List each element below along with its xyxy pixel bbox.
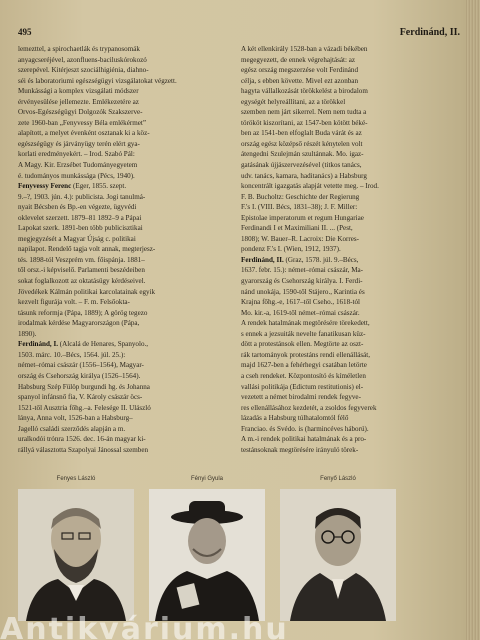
text-line: gatásának újjászervezésével (titkos tanács, [241,161,362,170]
left-text-column [18,44,231,455]
photo-fenyo [280,476,396,622]
text-line: F.'s I. (VIII. Bécs, 1831–38); J. F. Miller: [241,203,358,212]
text-line: zete 1960-ban „Fenyvessy Béla emlékérmet” [18,118,147,127]
running-head: Ferdinánd, II. [399,27,460,38]
text-line: oklevelet szerzett. 1879–81 1892–9 a Pápai [18,213,142,222]
text-line: 1808); W. Bauer–R. Lacroix: Die Korres- [241,234,360,243]
portrait-man-glasses-icon [280,489,396,621]
text-line: lánya, Anna volt, 1526-ban a Habsburg– [18,414,133,423]
text-line: 1521-től Ausztria főhg.–a. Felesége II. Ulászló [18,403,151,412]
photo-fenyi [149,476,265,622]
text-line: Fenyvessy Ferenc (Eger, 1855. szept. [18,182,127,191]
text-line: szerepével. Kitérjeszt szociálhigiénia, diahno- [18,66,149,75]
text-line: ország egész középső részét kénytelen volt [241,139,363,148]
text-line: ország és Csehország királya (1526–1564). [18,371,141,380]
watermark-text: Antikvárium.hu [0,612,289,640]
text-line: Jövedékek Kálmán politikai karcolatainak egyik [18,287,156,296]
entry-headword: Fenyvessy Ferenc [18,182,72,191]
text-line: pondenz F.'s I. (Wien, 1912, 1937). [241,245,341,254]
text-line: Ferdinandi I et Maximiliani II. ... (Pest, [241,224,353,233]
portrait-priest-icon [149,489,265,621]
text-line: gyarország és Csehország királya. I. Ferdi- [241,277,363,286]
text-line: től orsz.-i képviselő. Parlamenti beszédeiben [18,266,145,275]
text-line: 1890). [18,329,37,338]
text-line: egységét helyreállítani, az a törökkel [241,97,346,106]
text-line: lemezttel, a spirochaetlák és trypanosomák [18,45,140,53]
text-line: séi és laboratoriumi egészségügyi vizsgálatokat végzett. [18,76,177,85]
entry-headword: Ferdinánd, II. [241,255,284,264]
text-line: rállyá választotta Szapolyai Jánossal szemben [18,445,149,454]
right-text-column [241,44,460,455]
text-line: megjegyzését a Magyar Újság c. politikai [18,234,136,243]
portrait-elderly-man-icon [18,489,134,621]
photo-fenyes [18,476,134,622]
text-line: Ferdinánd, I. (Alcalá de Henares, Spanyolo., [18,340,149,349]
text-line: irodalmak kérdése Magyarországon (Pápa, [18,319,140,328]
text-line: Ferdinánd, II. (Graz, 1578. júl. 9.–Bécs, [241,255,359,264]
text-line: lázadás a Habsburg túlhatalomtól félő [241,414,349,423]
text-line: Epistolae imperatorum et regum Hungariae [241,213,364,222]
text-line: alapított, a melyet évenként osztanak ki a köz- [18,129,150,138]
text-line: vallási politikája (Edictum restitutionis) el- [241,382,364,391]
page-header [18,27,460,43]
text-line: átengedni Szulejmán szultánnak. Mo. igaz- [241,150,364,159]
text-line: megegyezett, de ennek végrehajtását: az [241,55,356,64]
text-line: egész ország megszerzése volt Ferdinánd [241,66,358,75]
text-line: Munkássági a komplex vizsgálati módszer [18,87,139,96]
text-line: testánsoknak megtörésére irányuló törek- [241,445,359,454]
text-line: udv. tanács, kamara, haditanács) a Habsburg [241,171,367,180]
text-line: kezvelt figurája volt. – F. m. Felsőokta- [18,298,130,307]
text-line: törököt kiszorítani, az 1547-ben kötött béké- [241,118,368,127]
text-line: A rendek hatalmának megtörésére törekedett, [241,319,370,328]
text-line: ben az 1541-ben elfoglalt Buda várát és az [241,129,362,138]
text-line: uralkodói trónra 1526. dec. 16-án magyar ki- [18,435,146,444]
page-edge [466,0,480,640]
text-line: hagyta vállalkozását törökkelést a birodalom [241,87,368,96]
text-line: Franciao. és Svédo. is (harmincéves háború). [241,424,369,433]
text-line: A m.-i rendek politikai hatalmának és a pro- [241,435,367,444]
photo-caption: Fenyő László [320,476,356,482]
text-line: egészségügy és járványügy terén elért gya- [18,139,140,148]
text-line: Krajna főhg.-e, 1617–től Cseho., 1618-tól [241,298,360,307]
text-line: tásunk reformja (Pápa, 1889); A görög tegezo [18,308,148,317]
text-line: nyait Bécsben és Bp.-en végezte, ügyvédi [18,203,137,212]
text-line: F. B. Bucholtz: Geschichte der Regierung [241,192,360,201]
page-number: 495 [18,27,32,37]
text-line: dött a protestánsok ellen. Megtörte az oszt- [241,340,364,349]
text-line: s ennek a jezsuiták nevelte fanatikusan küz- [241,329,366,338]
text-line: Orvos-Egészségügyi Dolgozók Szakszerve- [18,108,143,117]
text-line: 1637. febr. 15.): német–római császár, Ma- [241,266,364,275]
text-line: szemben nem járt sikerrel. Nem nem tudta a [241,108,367,117]
text-line: majd 1627-ben a fehérhegyi csatában letörte [241,361,367,370]
photo-caption: Fenyes László [56,476,96,482]
text-line: érvényesülése jellemezte. Emlékezetére az [18,97,139,106]
text-line: napilapot. Rendelő tagja volt annak, megterjesz- [18,245,156,254]
text-line: sokat foglalkozott az oktatásügy kérdéseivel. [18,277,146,286]
text-line: német–római császár (1556–1564), Magyar- [18,361,144,370]
text-line: vezetett a német birodalmi rendek fegyve- [241,393,361,402]
text-line: A két ellenkirály 1528-ban a vázadi békében [241,45,368,53]
photo-row [14,476,454,621]
text-line: Lapokat szerk. 1891-ben több publicisztikai [18,224,143,233]
text-line: Jagelló családi szerződés alapján a m. [18,424,126,433]
text-line: anyagcseréjével, azonfluens-baciluskórokozó [18,55,147,64]
entry-headword: Ferdinánd, I. [18,340,59,349]
text-line: Habsburg Szép Fülöp burgundi hg. és Johanna [18,382,150,391]
text-line: 1503. márc. 10.–Bécs, 1564. júl. 25.): [18,350,126,359]
text-line: 9.–?, 1903. jún. 4.): publicista. Jogi tanulmá- [18,192,146,201]
text-line: a cseh rendeket. Központosító és kíméletlen [241,371,366,380]
text-line: spanyol infánsnő fia, V. Károly császár öcs- [18,393,143,402]
text-line: Mo. kir.-a, 1619-től német–római császár. [241,308,360,317]
text-line: korlati eredményekért. – Irod. Szabó Pál: [18,150,135,159]
text-line: res ellenállásához kezdetét, a zsoldos fegyverek [241,403,377,412]
text-line: nánd unokája, 1590-től Stájero., Karintia és [241,287,365,296]
text-line: A Magy. Kir. Erzsébet Tudományegyetem [18,161,138,170]
text-line: é. tudományos munkássága (Pécs, 1940). [18,171,135,180]
text-line: tés. 1898-tól Veszprém vm. főispánja. 1881– [18,255,145,264]
photo-caption: Fényi Gyula [190,476,223,482]
text-line: célja, s ebben követte. Mivel ezt azonban [241,76,358,85]
text-line: koncentrált igazgatás alapját vetette meg. – Irod. [241,182,379,191]
text-line: rák tartományok protestáns rendi ellenállását, [241,350,371,359]
